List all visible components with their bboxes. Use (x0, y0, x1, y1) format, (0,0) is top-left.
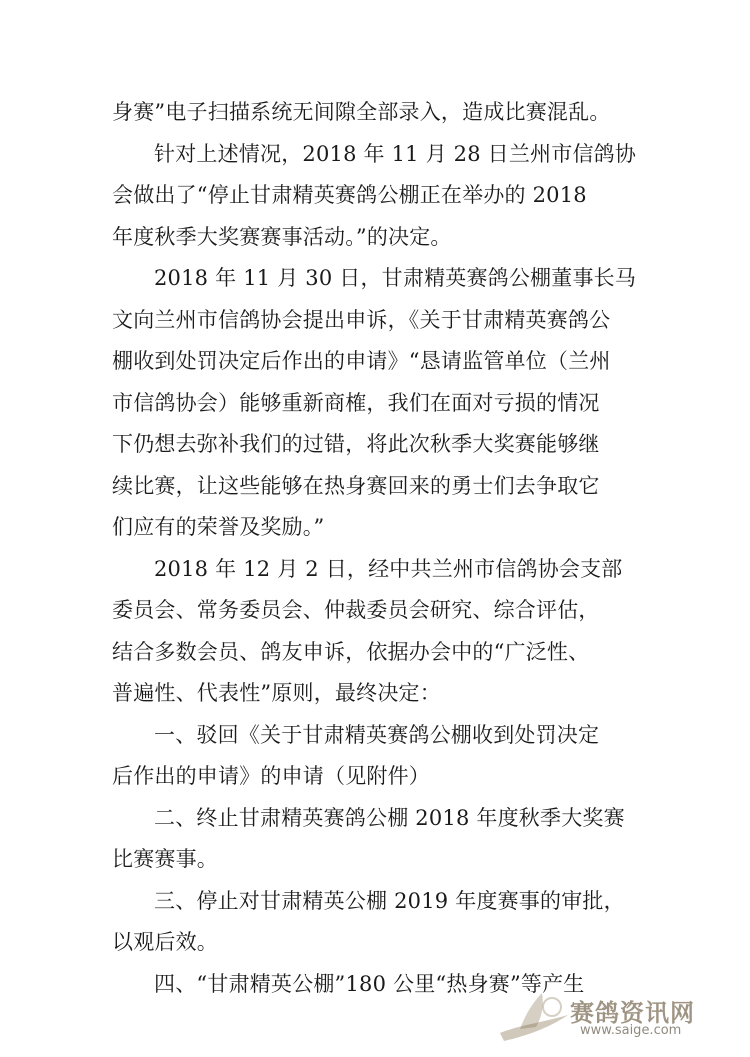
text-line: 2018 年 11 月 30 日，甘肃精英赛鸽公棚董事长马 (154, 266, 637, 290)
text-line: 年度秋季大奖赛赛事活动。”的决定。 (112, 224, 452, 249)
paragraph-4 (112, 549, 642, 715)
text-line: 普遍性、代表性”原则，最终决定： (112, 681, 441, 705)
text-line: 比赛赛事。 (112, 847, 218, 871)
text-line: 棚收到处罚决定后作出的申请》“恳请监管单位（兰州 (112, 349, 611, 373)
text-line: 2018 年 12 月 2 日，经中共兰州市信鸽协会支部 (154, 556, 623, 581)
text-line: 一、驳回《关于甘肃精英赛鸽公棚收到处罚决定 (154, 722, 600, 747)
paragraph-5 (112, 715, 642, 798)
text-line: 委员会、常务委员会、仲裁委员会研究、综合评估， (112, 598, 600, 622)
text-line: 们应有的荣誉及奖励。” (112, 515, 325, 539)
watermark-site-name: 赛鸽资讯网 (570, 999, 695, 1027)
paragraph-1 (112, 92, 642, 134)
paragraph-3 (112, 258, 642, 549)
text-line: 下仍想去弥补我们的过错，将此次秋季大奖赛能够继 (112, 432, 600, 456)
text-line: 后作出的申请》的申请（见附件） (112, 764, 430, 788)
text-line: 以观后效。 (112, 930, 218, 954)
text-line: 文向兰州市信鸽协会提出申诉，《关于甘肃精英赛鸽公 (112, 307, 611, 332)
text-line: 四、“甘肃精英公棚”180 公里“热身赛”等产生 (154, 971, 585, 996)
paragraph-7 (112, 881, 642, 964)
text-line: 会做出了“停止甘肃精英赛鸽公棚正在举办的 2018 (112, 183, 587, 207)
text-line: 二、终止甘肃精英赛鸽公棚 2018 年度秋季大奖赛 (154, 805, 625, 830)
paragraph-2 (112, 134, 642, 259)
text-line: 市信鸽协会）能够重新商榷，我们在面对亏损的情况 (112, 390, 600, 415)
watermark-url: www.saige.com (580, 1023, 682, 1038)
text-line: 结合多数会员、鸽友申诉，依据办会中的“广泛性、 (112, 639, 590, 664)
text-line: 身赛”电子扫描系统无间隙全部录入，造成比赛混乱。 (112, 100, 611, 124)
text-line: 续比赛，让这些能够在热身赛回来的勇士们去争取它 (112, 473, 600, 498)
pigeon-logo-icon (490, 985, 580, 1047)
watermark (490, 985, 740, 1050)
document-body (112, 92, 642, 1005)
paragraph-6 (112, 798, 642, 881)
text-line: 针对上述情况，2018 年 11 月 28 日兰州市信鸽协 (154, 141, 637, 166)
text-line: 三、停止对甘肃精英公棚 2019 年度赛事的审批， (154, 888, 625, 913)
